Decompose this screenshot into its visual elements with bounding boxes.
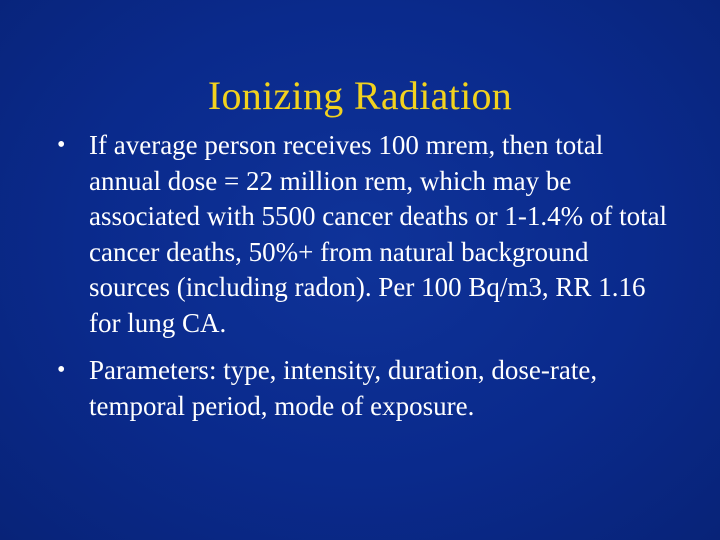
bullet-item-2 [55,353,675,424]
bullet-text-2: Parameters: type, intensity, duration, dose-rate, temporal period, mode of exposure. [89,355,598,421]
bullet-text-1: If average person receives 100 mrem, then total annual dose = 22 million rem, which may be associated with 5500 cancer deaths or 1-1.4% of total cancer deaths, 50%+ from natural background sources (including radon). Per 100 Bq/m3, RR 1.16 for lung CA. [89,130,668,338]
bullet-list [55,128,675,436]
slide-title: Ionizing Radiation [207,73,513,118]
bullet-icon: • [57,132,66,158]
bullet-item-1 [55,128,675,341]
bullet-icon: • [57,357,66,383]
